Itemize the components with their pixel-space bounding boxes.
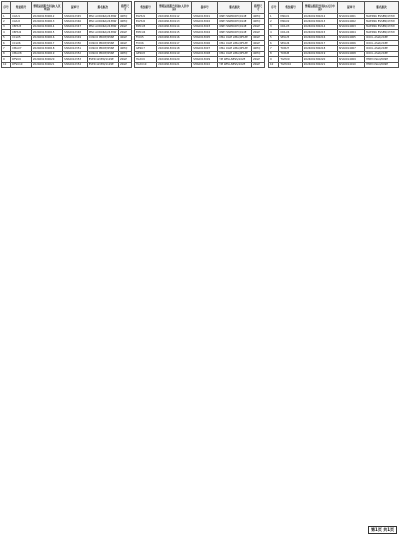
table-cell: 2024091300016: [31, 35, 62, 40]
table-cell: EMCU4: [135, 30, 157, 35]
table-cell: MAERSK ESSEN/437W: [365, 14, 399, 19]
table-cell: 10: [2, 62, 11, 67]
table-cell: SHA0014002: [337, 19, 364, 24]
table-cell: 40HQ: [251, 14, 264, 19]
table-cell: MAERSK ESSEN/437W: [365, 24, 399, 29]
table-cell: CBHU4: [11, 30, 32, 35]
column-header: 整箱运抵报告回执(入区申请): [31, 2, 62, 14]
table-cell: DFSU9: [11, 57, 32, 62]
table-cell: SHA0012353: [63, 57, 88, 62]
table-cell: SHA0012354: [63, 62, 88, 67]
table-cell: 2024091300117: [157, 40, 192, 45]
column-header: 序号: [269, 2, 279, 14]
table-cell: 3: [2, 24, 11, 29]
table-cell: SHA0013004: [192, 30, 218, 35]
table-cell: 40HQ: [118, 14, 131, 19]
table-cell: SHA0013002: [192, 19, 218, 24]
table-cell: OOLU4: [279, 30, 302, 35]
table-cell: MAERSK ESSEN/437W: [365, 30, 399, 35]
table-cell: 2024091300021: [31, 62, 62, 67]
table-cell: 9: [2, 57, 11, 62]
table-cell: MSC AURORA/2438W: [87, 24, 118, 29]
table-cell: YM WELLNESS/102E: [218, 62, 252, 67]
table-cell: ONE HARMONY/014E: [218, 30, 252, 35]
table-cell: MSC AURORA/2438W: [87, 30, 118, 35]
column-header: 序号: [2, 2, 11, 14]
column-header: 提单号: [63, 2, 88, 14]
page-indicator: 第1页 共1页: [368, 526, 397, 534]
table-cell: 2024091300020: [31, 57, 62, 62]
table-cell: 7: [2, 46, 11, 51]
table-cell: MAERSK ESSEN/437W: [365, 19, 399, 24]
table-cell: 40HQ: [118, 46, 131, 51]
table-cell: SHA0014004: [337, 30, 364, 35]
column-header: 船名航次: [365, 2, 399, 14]
table-cell: 10: [269, 62, 279, 67]
table-cell: 2024091300215: [302, 30, 337, 35]
table-cell: HLXU9: [135, 57, 157, 62]
table-cell: 20GP: [251, 57, 264, 62]
table-cell: 20GP: [118, 57, 131, 62]
table-cell: 7: [269, 46, 279, 51]
table-cell: EMCU3: [135, 24, 157, 29]
table-cell: 2024091300121: [157, 62, 192, 67]
table-cell: OOCL ASIA/218E: [365, 46, 399, 51]
table-cell: SHA0014003: [337, 24, 364, 29]
table-cell: 5: [2, 35, 11, 40]
table-cell: 20GP: [251, 62, 264, 67]
column-header: 船名航次: [87, 2, 118, 14]
table-cell: 8: [269, 51, 279, 56]
table-cell: FCIU5: [135, 35, 157, 40]
table-column-middle: [134, 1, 265, 530]
table-cell: COSCO PRIDE/056E: [87, 46, 118, 51]
table-cell: CBHU3: [11, 24, 32, 29]
container-table-right: [268, 1, 399, 68]
table-cell: 8: [2, 51, 11, 56]
table-cell: HLXU10: [135, 62, 157, 67]
table-cell: CAIU1: [11, 14, 32, 19]
table-cell: SEGU5: [279, 35, 302, 40]
table-cell: 40GP: [118, 35, 131, 40]
table-cell: 2024091300217: [302, 40, 337, 45]
table-cell: CMAU7: [11, 46, 32, 51]
table-cell: 2024091300218: [302, 46, 337, 51]
table-cell: MSKU1: [279, 14, 302, 19]
table-cell: SHA0013010: [192, 62, 218, 67]
table-header-row: [135, 2, 265, 14]
table-cell: TCNU7: [279, 46, 302, 51]
table-cell: OOLU3: [279, 24, 302, 29]
table-cell: SHA0012352: [63, 51, 88, 56]
table-cell: 2024091300018: [31, 46, 62, 51]
table-cell: EVER GIVEN/1129E: [87, 62, 118, 67]
table-cell: 2024091300116: [157, 35, 192, 40]
table-cell: HMM OSLO/009E: [365, 62, 399, 67]
table-cell: 40HQ: [118, 19, 131, 24]
table-cell: SHA0014010: [337, 62, 364, 67]
table-cell: OOCL ASIA/218E: [365, 40, 399, 45]
table-cell: 20GP: [118, 30, 131, 35]
table-cell: FCIU6: [135, 40, 157, 45]
table-cell: 20GP: [251, 30, 264, 35]
table-row: [2, 62, 132, 67]
table-cell: SHA0012350: [63, 40, 88, 45]
table-cell: COSCO PRIDE/056E: [87, 35, 118, 40]
column-header: 集装箱号: [279, 2, 302, 14]
table-cell: 2024091300212: [302, 14, 337, 19]
table-cell: CAIU2: [11, 19, 32, 24]
container-table-left: [1, 1, 132, 68]
table-cell: ONE HARMONY/014E: [218, 24, 252, 29]
table-cell: CMA CGM LIMA/0FA3E: [218, 51, 252, 56]
column-header: 提单号: [337, 2, 364, 14]
table-cell: 4: [2, 30, 11, 35]
table-cell: 3: [269, 24, 279, 29]
table-cell: OOCL ASIA/218E: [365, 51, 399, 56]
table-cell: SHA0013008: [192, 51, 218, 56]
column-header: 提单号: [192, 2, 218, 14]
table-cell: DFSU10: [11, 62, 32, 67]
table-header-row: [2, 2, 132, 14]
table-cell: SHA0012351: [63, 46, 88, 51]
table-cell: 40GP: [118, 40, 131, 45]
table-cell: MSKU2: [279, 19, 302, 24]
table-cell: 2: [2, 19, 11, 24]
table-cell: CCLU5: [11, 35, 32, 40]
table-cell: 2024091300118: [157, 46, 192, 51]
table-cell: CCLU6: [11, 40, 32, 45]
table-cell: 40HQ: [251, 19, 264, 24]
table-cell: 5: [269, 35, 279, 40]
table-cell: 4: [269, 30, 279, 35]
table-cell: 2024091300113: [157, 19, 192, 24]
table-cell: MSC AURORA/2438W: [87, 14, 118, 19]
table-cell: SEGU6: [279, 40, 302, 45]
table-cell: TGHU10: [279, 62, 302, 67]
table-cell: 2024091300220: [302, 57, 337, 62]
column-header: 船名航次: [218, 2, 252, 14]
table-cell: EGHU1: [135, 14, 157, 19]
table-cell: 2024091300112: [157, 14, 192, 19]
column-header: 集装箱号: [135, 2, 157, 14]
table-cell: 2024091300213: [302, 19, 337, 24]
table-cell: 2024091300221: [302, 62, 337, 67]
table-cell: 1: [269, 14, 279, 19]
table-cell: 1: [2, 14, 11, 19]
table-cell: SHA0012345: [63, 14, 88, 19]
container-table-middle: [134, 1, 265, 68]
table-cell: SHA0014001: [337, 14, 364, 19]
table-cell: EVER GIVEN/1129E: [87, 57, 118, 62]
table-cell: SHA0012346: [63, 19, 88, 24]
column-header: 整箱运抵报告回执(入区申请): [302, 2, 337, 14]
table-cell: SHA0013001: [192, 14, 218, 19]
table-cell: CMA CGM LIMA/0FA3E: [218, 46, 252, 51]
table-cell: 2: [269, 19, 279, 24]
table-cell: SHA0014007: [337, 46, 364, 51]
table-cell: 2024091300214: [302, 24, 337, 29]
table-cell: 2024091300019: [31, 51, 62, 56]
table-cell: TCNU8: [279, 51, 302, 56]
table-row: [269, 62, 399, 67]
table-cell: MSC AURORA/2438W: [87, 19, 118, 24]
table-cell: 2024091300017: [31, 40, 62, 45]
table-cell: 2024091300119: [157, 51, 192, 56]
table-cell: 2024091300115: [157, 30, 192, 35]
table-cell: 2024091300013: [31, 19, 62, 24]
table-cell: HMM OSLO/009E: [365, 57, 399, 62]
table-cell: SHA0014006: [337, 40, 364, 45]
table-cell: SHA0014005: [337, 35, 364, 40]
table-cell: COSCO PRIDE/056E: [87, 40, 118, 45]
table-column-left: [1, 1, 132, 530]
table-cell: 20GP: [118, 62, 131, 67]
table-cell: 40HQ: [251, 51, 264, 56]
table-cell: 40GP: [251, 35, 264, 40]
table-cell: OOCL ASIA/218E: [365, 35, 399, 40]
table-cell: 2024091300014: [31, 24, 62, 29]
column-header: 集装箱号: [11, 2, 32, 14]
table-cell: 40GP: [251, 40, 264, 45]
column-header: 箱型尺寸: [251, 2, 264, 14]
table-cell: 2024091300012: [31, 14, 62, 19]
table-cell: COSCO PRIDE/056E: [87, 51, 118, 56]
table-cell: SHA0013003: [192, 24, 218, 29]
table-cell: 40HQ: [251, 46, 264, 51]
table-cell: SHA0013009: [192, 57, 218, 62]
table-cell: GESU8: [135, 51, 157, 56]
table-cell: CMA CGM LIMA/0FA3E: [218, 35, 252, 40]
table-row: [135, 62, 265, 67]
table-cell: SHA0013006: [192, 40, 218, 45]
table-cell: YM WELLNESS/102E: [218, 57, 252, 62]
table-cell: 9: [269, 57, 279, 62]
table-cell: SHA0012348: [63, 30, 88, 35]
column-header: 箱型尺寸: [118, 2, 131, 14]
table-cell: 20GP: [118, 24, 131, 29]
table-cell: SHA0014008: [337, 51, 364, 56]
table-header-row: [269, 2, 399, 14]
table-cell: 2024091300216: [302, 35, 337, 40]
table-cell: SHA0013005: [192, 35, 218, 40]
table-cell: EGHU2: [135, 19, 157, 24]
column-header: 整箱运抵报告回执(入区申请): [157, 2, 192, 14]
table-cell: SHA0014009: [337, 57, 364, 62]
table-cell: 2024091300219: [302, 51, 337, 56]
table-cell: 20GP: [251, 24, 264, 29]
table-cell: ONE HARMONY/014E: [218, 14, 252, 19]
table-cell: SHA0013007: [192, 46, 218, 51]
table-cell: SHA0012349: [63, 35, 88, 40]
table-cell: SHA0012347: [63, 24, 88, 29]
table-cell: CMAU8: [11, 51, 32, 56]
table-cell: 40HQ: [118, 51, 131, 56]
table-cell: TGHU9: [279, 57, 302, 62]
table-cell: GESU7: [135, 46, 157, 51]
table-cell: ONE HARMONY/014E: [218, 19, 252, 24]
table-cell: 2024091300114: [157, 24, 192, 29]
table-cell: 2024091300120: [157, 57, 192, 62]
table-column-right: [268, 1, 399, 530]
table-cell: CMA CGM LIMA/0FA3E: [218, 40, 252, 45]
table-cell: 6: [269, 40, 279, 45]
table-cell: 6: [2, 40, 11, 45]
table-cell: 2024091300015: [31, 30, 62, 35]
